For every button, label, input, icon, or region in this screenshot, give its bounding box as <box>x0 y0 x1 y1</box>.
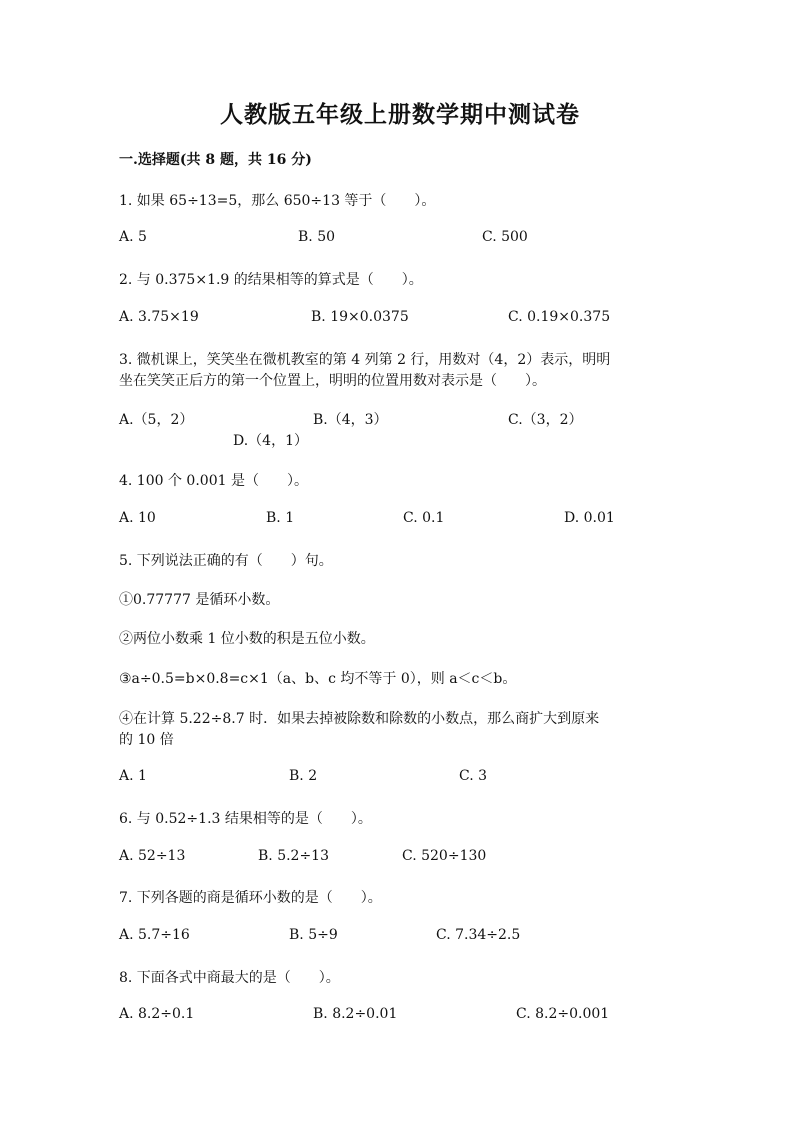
q6-option-b[interactable]: B. 5.2÷13 <box>258 848 329 864</box>
q4-option-b[interactable]: B. 1 <box>266 510 295 526</box>
q1-option-a[interactable]: A. 5 <box>119 229 147 245</box>
question-3-stem-line-1: 3. 微机课上，笑笑坐在微机教室的第 4 列第 2 行，用数对（4，2）表示，明明 <box>119 352 611 368</box>
q5-statement-2: ②两位小数乘 1 位小数的积是五位小数。 <box>119 631 375 647</box>
q4-option-d[interactable]: D. 0.01 <box>564 510 615 526</box>
q8-option-a[interactable]: A. 8.2÷0.1 <box>119 1006 195 1022</box>
q3-option-b[interactable]: B.（4，3） <box>313 412 388 428</box>
q3-option-c[interactable]: C.（3，2） <box>508 412 583 428</box>
q1-option-c[interactable]: C. 500 <box>482 229 528 245</box>
q7-option-a[interactable]: A. 5.7÷16 <box>119 927 190 943</box>
q2-option-b[interactable]: B. 19×0.0375 <box>311 309 409 325</box>
q5-statement-4-line-2: 的 10 倍 <box>119 732 174 748</box>
q5-statement-4-line-1: ④在计算 5.22÷8.7 时．如果去掉被除数和除数的小数点，那么商扩大到原来 <box>119 711 600 727</box>
q4-option-c[interactable]: C. 0.1 <box>403 510 445 526</box>
q3-option-a[interactable]: A.（5，2） <box>119 412 194 428</box>
q5-option-b[interactable]: B. 2 <box>289 768 318 784</box>
q5-option-c[interactable]: C. 3 <box>459 768 488 784</box>
q7-option-c[interactable]: C. 7.34÷2.5 <box>436 927 521 943</box>
q5-statement-3: ③a÷0.5=b×0.8=c×1（a、b、c 均不等于 0），则 a＜c＜b。 <box>119 671 517 687</box>
question-6-stem: 6. 与 0.52÷1.3 结果相等的是（ ）。 <box>119 811 372 827</box>
q3-option-d[interactable]: D.（4，1） <box>233 433 308 449</box>
question-1-stem: 1. 如果 65÷13=5，那么 650÷13 等于（ ）。 <box>119 193 436 209</box>
q7-option-b[interactable]: B. 5÷9 <box>289 927 338 943</box>
question-7-stem: 7. 下列各题的商是循环小数的是（ ）。 <box>119 890 382 906</box>
question-3-stem-line-2: 坐在笑笑正后方的第一个位置上，明明的位置用数对表示是（ ）。 <box>119 373 546 389</box>
question-4-stem: 4. 100 个 0.001 是（ ）。 <box>119 473 308 489</box>
q8-option-b[interactable]: B. 8.2÷0.01 <box>313 1006 398 1022</box>
q5-statement-1: ①0.77777 是循环小数。 <box>119 592 280 608</box>
q8-option-c[interactable]: C. 8.2÷0.001 <box>516 1006 610 1022</box>
q6-option-a[interactable]: A. 52÷13 <box>119 848 186 864</box>
q4-option-a[interactable]: A. 10 <box>119 510 156 526</box>
q6-option-c[interactable]: C. 520÷130 <box>402 848 487 864</box>
q5-option-a[interactable]: A. 1 <box>119 768 147 784</box>
question-2-stem: 2. 与 0.375×1.9 的结果相等的算式是（ ）。 <box>119 272 423 288</box>
q2-option-c[interactable]: C. 0.19×0.375 <box>508 309 611 325</box>
q1-option-b[interactable]: B. 50 <box>298 229 336 245</box>
q2-option-a[interactable]: A. 3.75×19 <box>119 309 199 325</box>
section-heading: 一.选择题(共 8 题，共 16 分) <box>119 152 312 168</box>
question-5-stem: 5. 下列说法正确的有（ ）句。 <box>119 553 333 569</box>
page-title: 人教版五年级上册数学期中测试卷 <box>220 101 580 128</box>
question-8-stem: 8. 下面各式中商最大的是（ ）。 <box>119 970 340 986</box>
